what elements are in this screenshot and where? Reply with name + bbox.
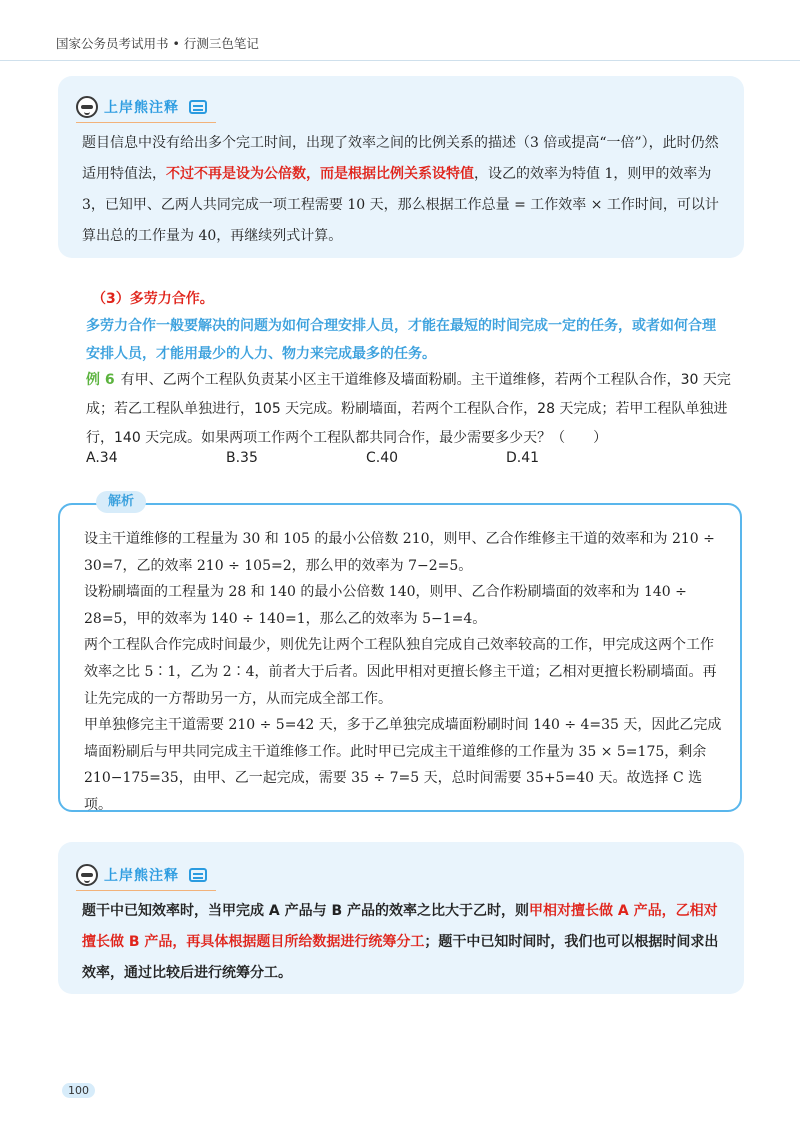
header-divider [0,60,800,61]
example-text: 有甲、乙两个工程队负责某小区主干道维修及墙面粉刷。主干道维修，若两个工程队合作，30 天完成；若乙工程队单独进行，105 天完成。粉刷墙面，若两个工程队合作，28 天完成；若甲工程队单独进行，140 天完成。如果两项工作两个工程队都共同合作，最少需要多少天？（ ） [86,372,731,446]
annotation-text-part1: 题干中已知效率时，当甲完成 A 产品与 B 产品的效率之比大于乙时，则 [82,903,530,919]
title-underline [76,890,216,891]
option-b: B.35 [226,450,258,466]
bear-mascot-icon [76,864,98,886]
analysis-paragraph: 两个工程队合作完成时间最少，则优先让两个工程队独自完成自己效率较高的工作，甲完成这两个工作效率之比 5∶1，乙为 2∶4，前者大于后者。因此甲相对更擅长修主干道；乙相对更擅长粉刷墙面。再让先完成的一方帮助另一方，从而完成全部工作。 [84,637,717,707]
annotation-highlight: 甲相对擅长做 A 产品，乙相对擅长做 B 产品，再具体根据题目所给数据进行统筹分工 [82,903,718,950]
annotation-box-2 [58,842,744,994]
analysis-paragraph: 甲单独修完主干道需要 210 ÷ 5=42 天，多于乙单独完成墙面粉刷时间 140 ÷ 4=35 天，因此乙完成墙面粉刷后与甲共同完成主干道维修工作。此时甲已完成主干道维修的工作量为 35 × 5=175，剩余 210−175=35，由甲、乙一起完成，需要 35 ÷ 7=5 天，总时间需要 35+5=40 天。故选择 C 选项。 [84,717,722,813]
example-label: 例 6 [86,372,115,388]
annotation-box-1 [58,76,744,258]
running-header: 国家公务员考试用书 • 行测三色笔记 [56,36,259,51]
section-heading: （3）多劳力合作。 [92,291,214,307]
answer-options [86,450,646,466]
annotation-text-part2: ；题干中已知时间时，我们也可以根据时间求出效率，通过比较后进行统筹分工。 [82,934,719,981]
analysis-paragraph: 设主干道维修的工程量为 30 和 105 的最小公倍数 210，则甲、乙合作维修主干道的效率和为 210 ÷ 30=7，乙的效率 210 ÷ 105=2，那么甲的效率为 7−2=5。 [84,531,715,574]
example-question [86,366,736,453]
option-c: C.40 [366,450,399,466]
annotation-title: 上岸熊注释 [104,868,179,884]
annotation-text-part2: ，设乙的效率为特值 1，则甲的效率为 3，已知甲、乙两人共同完成一项工程需要 10 天，那么根据工作总量 = 工作效率 × 工作时间，可以计算出总的工作量为 40，再继续列式计算。 [82,166,719,244]
bear-mascot-icon [76,96,98,118]
annotation-title: 上岸熊注释 [104,100,179,116]
annotation-body [82,896,722,989]
option-d: D.41 [506,450,540,466]
speech-bubble-icon [189,868,207,882]
analysis-paragraph: 设粉刷墙面的工程量为 28 和 140 的最小公倍数 140，则甲、乙合作粉刷墙面的效率和为 140 ÷ 28=5，甲的效率为 140 ÷ 140=1，那么乙的效率为 5−1=4。 [84,584,687,627]
annotation-highlight: 不过不再是设为公倍数，而是根据比例关系设特值 [166,166,474,182]
annotation-title-row [76,96,207,118]
analysis-body [84,526,724,819]
annotation-title-row [76,864,207,886]
page-number: 100 [62,1083,95,1098]
title-underline [76,122,216,123]
speech-bubble-icon [189,100,207,114]
option-a: A.34 [86,450,118,466]
analysis-tag: 解析 [96,491,146,513]
annotation-text-part1: 题目信息中没有给出多个完工时间，出现了效率之间的比例关系的描述（3 倍或提高“一倍”），此时仍然适用特值法， [82,135,719,182]
annotation-body [82,128,722,252]
section-description: 多劳力合作一般要解决的问题为如何合理安排人员，才能在最短的时间完成一定的任务，或者如何合理安排人员，才能用最少的人力、物力来完成最多的任务。 [86,318,716,362]
